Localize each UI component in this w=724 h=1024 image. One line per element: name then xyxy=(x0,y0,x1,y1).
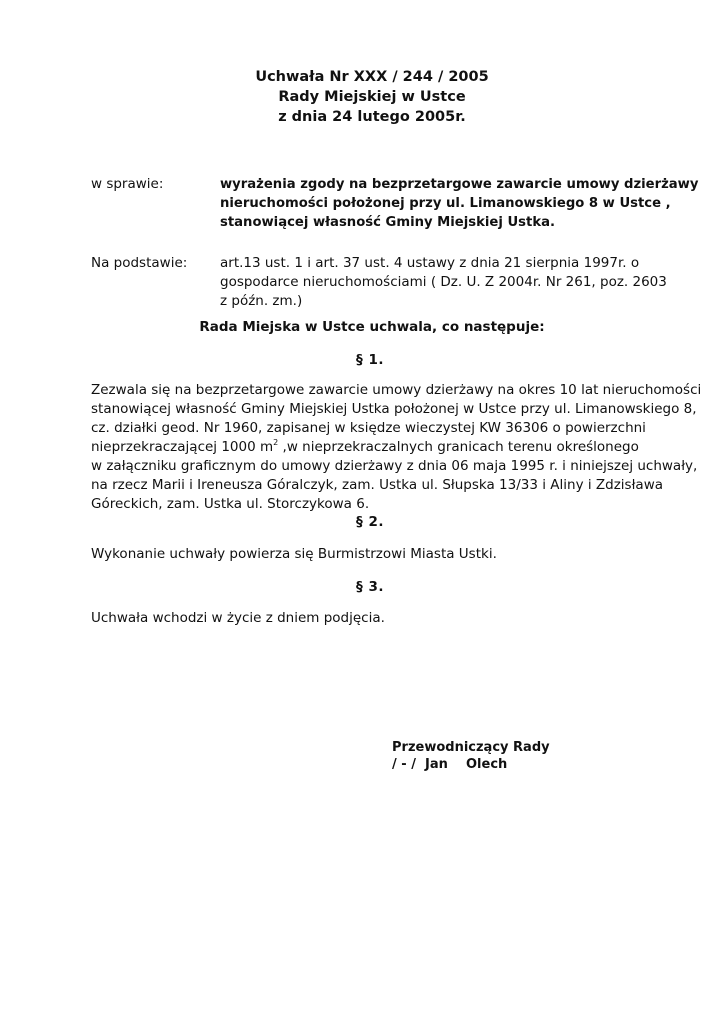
subject-label: w sprawie: xyxy=(91,176,164,192)
section-1-mark: § 1. xyxy=(356,352,384,368)
section-2-line: Wykonanie uchwały powierza się Burmistrzowi Miasta Ustki. xyxy=(91,546,497,562)
section-1-line: Góreckich, zam. Ustka ul. Storczykowa 6. xyxy=(91,496,370,512)
section-3-line: Uchwała wchodzi w życie z dniem podjęcia. xyxy=(91,610,385,626)
area-text: nieprzekraczającej 1000 m xyxy=(91,439,274,455)
subject-line: nieruchomości położonej przy ul. Limanowskiego 8 w Ustce , xyxy=(220,196,671,211)
subject-text xyxy=(220,175,699,232)
section-1-area-line xyxy=(91,438,711,457)
legal-basis-line: gospodarce nieruchomościami ( Dz. U. Z 2004r. Nr 261, poz. 2603 xyxy=(220,274,667,290)
section-1-line: Zezwala się na bezprzetargowe zawarcie umowy dzierżawy na okres 10 lat nieruchomości xyxy=(91,382,702,398)
section-2-text xyxy=(91,545,711,564)
signature-last-name: Olech xyxy=(466,757,508,772)
subject-line: wyrażenia zgody na bezprzetargowe zawarcie umowy dzierżawy xyxy=(220,177,699,192)
legal-basis-label: Na podstawie: xyxy=(91,255,188,271)
area-superscript: 2 xyxy=(273,438,279,447)
area-text-continued: ,w nieprzekraczalnych granicach terenu określonego xyxy=(278,439,639,455)
section-3-text xyxy=(91,609,711,628)
section-3-mark: § 3. xyxy=(356,579,384,595)
legal-basis-line: art.13 ust. 1 i art. 37 ust. 4 ustawy z dnia 21 sierpnia 1997r. o xyxy=(220,255,640,271)
subject-row xyxy=(91,175,699,235)
section-1-line: stanowiącej własność Gminy Miejskiej Ustka położonej w Ustce przy ul. Limanowskiego 8, xyxy=(91,401,697,417)
resolution-issuer: Rady Miejskiej w Ustce xyxy=(278,89,466,105)
signature-block xyxy=(392,739,550,773)
decree-statement: Rada Miejska w Ustce uchwala, co następuje: xyxy=(199,319,545,335)
legal-basis-row xyxy=(91,254,667,314)
section-1-text xyxy=(91,381,711,514)
signature-name-row xyxy=(392,756,550,773)
signature-prefix: / - / xyxy=(392,757,416,772)
legal-basis-text xyxy=(220,254,667,311)
section-1-line: na rzecz Marii i Ireneusza Góralczyk, zam. Ustka ul. Słupska 13/33 i Aliny i Zdzisława xyxy=(91,477,664,493)
signature-role: Przewodniczący Rady xyxy=(392,740,550,755)
legal-basis-line: z późn. zm.) xyxy=(220,293,303,309)
resolution-date: z dnia 24 lutego 2005r. xyxy=(278,109,466,125)
subject-line: stanowiącej własność Gminy Miejskiej Ustka. xyxy=(220,215,556,230)
signature-first-name: Jan xyxy=(425,757,448,772)
resolution-header xyxy=(0,67,724,127)
resolution-title: Uchwała Nr XXX / 244 / 2005 xyxy=(255,69,489,85)
section-1-line: w załączniku graficznym do umowy dzierżawy z dnia 06 maja 1995 r. i niniejszej uchwały, xyxy=(91,458,698,474)
section-2-mark: § 2. xyxy=(356,514,384,530)
section-1-line: cz. działki geod. Nr 1960, zapisanej w księdze wieczystej KW 36306 o powierzchni xyxy=(91,420,646,436)
